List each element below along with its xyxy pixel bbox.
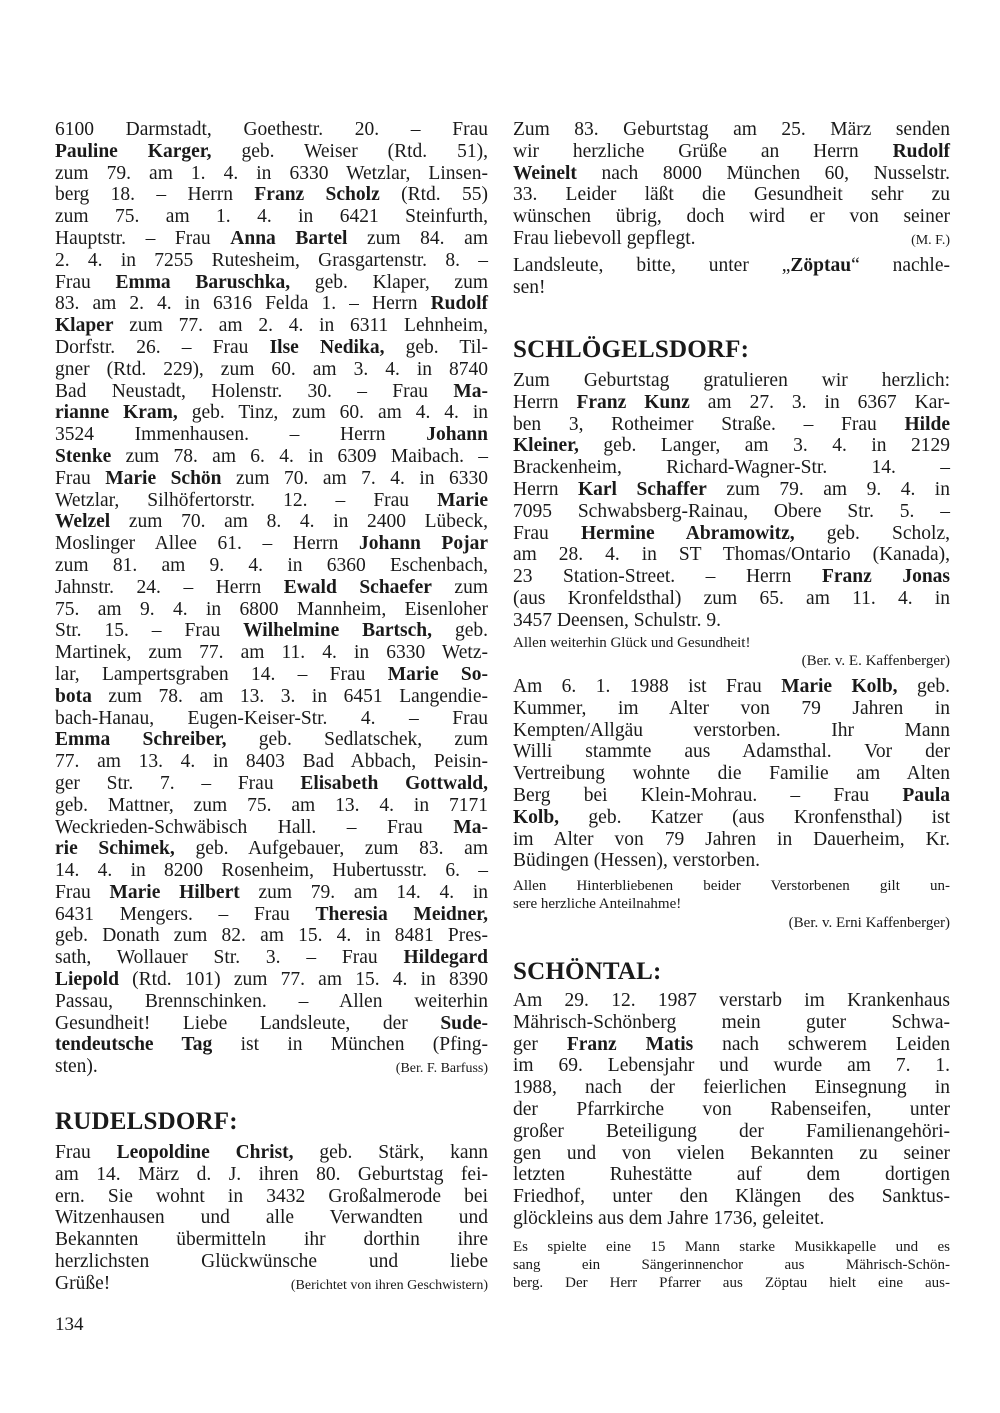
text-line: Witzenhausen und alle Verwandten und <box>55 1207 488 1229</box>
text-line: Friedhof, unter den Klängen des Sanktus- <box>513 1186 950 1208</box>
person-name: Ilse Nedika, <box>269 336 385 358</box>
text-line: geb. Mattner, zum 75. am 13. 4. in 7171 <box>55 794 488 816</box>
text-line: 83. am 2. 4. in 6316 Felda 1. – Herrn Rudolf <box>55 293 488 315</box>
text-line: Kleiner, geb. Langer, am 3. 4. in 2129 <box>513 435 950 457</box>
text-line: Kummer, im Alter von 79 Jahren in <box>513 697 950 719</box>
text-line: 14. 4. in 8200 Rosenheim, Hubertusstr. 6. – <box>55 860 488 882</box>
text-line: Zum 83. Geburtstag am 25. März senden <box>513 119 950 140</box>
text-line: Frau Marie Hilbert zum 79. am 14. 4. in <box>55 881 488 903</box>
text-line: Dorfstr. 26. – Frau Ilse Nedika, geb. Til- <box>55 336 488 358</box>
schloegelsdorf-credit: (Ber. v. E. Kaffenberger) <box>801 653 950 669</box>
text-line: (aus Kronfeldsthal) zum 65. am 11. 4. in <box>513 587 950 609</box>
text-line: am 28. 4. in ST Thomas/Ontario (Kanada), <box>513 544 950 566</box>
person-name: Weinelt <box>513 162 577 184</box>
person-name: Theresia Meidner, <box>315 903 488 925</box>
person-name: Emma Baruschka, <box>115 271 291 293</box>
person-name: Franz Kunz <box>576 391 690 413</box>
text-line <box>513 228 950 250</box>
text-line: im 69. Lebensjahr und wurde am 7. 1. <box>513 1055 950 1077</box>
schloegelsdorf-paragraph <box>513 370 950 632</box>
text-line: 3457 Deensen, Schulstr. 9. <box>513 609 721 631</box>
schoental-closing <box>513 1238 950 1293</box>
author-credit: (Berichtet von ihren Geschwistern) <box>290 1277 488 1293</box>
text-line: 23 Station-Street. – Herrn Franz Jonas <box>513 566 950 588</box>
text-line: 75. am 9. 4. in 6800 Mannheim, Eisenloher <box>55 598 488 620</box>
text-line: Vertreibung wohnte die Familie am Alten <box>513 763 950 785</box>
text-line: Emma Schreiber, geb. Sedlatschek, zum <box>55 729 488 751</box>
person-name: Welzel <box>55 511 111 533</box>
text-line: Frau Hermine Abramowitz, geb. Scholz, <box>513 522 950 544</box>
person-name: Stenke <box>55 445 112 467</box>
text-line: lar, Lampertsgraben 14. – Frau Marie So- <box>55 663 488 685</box>
person-name: Rudolf <box>430 293 488 315</box>
person-name: Franz Scholz <box>254 184 380 206</box>
person-name: Zöptau <box>790 255 852 276</box>
author-credit: (Ber. F. Barfuss) <box>395 1061 488 1077</box>
person-name: Kolb, <box>513 806 560 828</box>
text-line: geb. Donath zum 82. am 15. 4. in 8481 Pres- <box>55 925 488 947</box>
text-line: Bekannten übermitteln ihr dorthin ihre <box>55 1229 488 1251</box>
text-line: Gesundheit! Liebe Landsleute, der Sude- <box>55 1012 488 1034</box>
text-line: Str. 15. – Frau Wilhelmine Bartsch, geb. <box>55 620 488 642</box>
text-line: im Alter von 79 Jahren in Dauerheim, Kr. <box>513 828 950 850</box>
person-name: Johann Pojar <box>359 533 488 555</box>
text-line: berg. Der Herr Pfarrer aus Zöptau hielt eine aus- <box>513 1275 950 1292</box>
person-name: Liepold <box>55 969 119 991</box>
text-line: Welzel zum 70. am 8. 4. in 2400 Lübeck, <box>55 511 488 533</box>
person-name: Karl Schaffer <box>577 478 707 500</box>
line-text: Grüße! <box>55 1272 111 1294</box>
person-name: Hildegard <box>403 947 488 969</box>
person-name: bota <box>55 685 92 707</box>
text-line: rie Schimek, geb. Aufgebauer, zum 83. am <box>55 838 488 860</box>
person-name: Ewald Schaefer <box>283 576 432 598</box>
text-line: sere herzliche Anteilnahme! <box>513 896 682 913</box>
text-line <box>55 1056 488 1078</box>
kolb-closing <box>513 877 950 913</box>
text-line: zum 81. am 9. 4. in 6360 Eschenbach, <box>55 554 488 576</box>
text-line: Büdingen (Hessen), verstorben. <box>513 850 760 872</box>
text-line: wir herzliche Grüße an Herrn Rudolf <box>513 140 950 162</box>
person-name: Marie Schön <box>105 467 222 489</box>
person-name: Wilhelmine Bartsch, <box>243 620 433 642</box>
text-line: berg 18. – Herrn Franz Scholz (Rtd. 55) <box>55 184 489 206</box>
text-line: Passau, Brennschinken. – Allen weiterhin <box>55 990 488 1012</box>
section-heading-schoental: SCHÖNTAL: <box>513 958 662 985</box>
schoental-paragraph <box>513 990 950 1230</box>
text-line: Jahnstr. 24. – Herrn Ewald Schaefer zum <box>55 576 488 598</box>
text-line: sang ein Sängerinnenchor aus Mährisch-Schön- <box>513 1257 950 1274</box>
text-line: Kolb, geb. Katzer (aus Kronfensthal) ist <box>513 806 950 828</box>
text-line: Berg bei Klein-Mohrau. – Frau Paula <box>513 784 950 806</box>
text-line: am 14. März d. J. ihren 80. Geburtstag fei- <box>55 1163 488 1185</box>
person-name: Rudolf <box>892 140 950 162</box>
text-line: ern. Sie wohnt in 3432 Großalmerode bei <box>55 1185 488 1207</box>
text-line: Hauptstr. – Frau Anna Bartel zum 84. am <box>55 227 488 249</box>
text-line: Willi stammte aus Adamsthal. Vor der <box>513 741 950 763</box>
text-line: Bad Neustadt, Holenstr. 30. – Frau Ma- <box>55 380 488 402</box>
zoeptau-hint-paragraph <box>513 255 950 299</box>
person-name: Anna Bartel <box>230 227 348 249</box>
text-line: Es spielte eine 15 Mann starke Musikkapelle und es <box>513 1239 950 1255</box>
text-line: Frau Marie Schön zum 70. am 7. 4. in 6330 <box>55 467 488 489</box>
text-line: bota zum 78. am 13. 3. in 6451 Langendie- <box>55 685 488 707</box>
text-line: 33. Leider läßt die Gesundheit sehr zu <box>513 184 950 206</box>
text-line: letzten Ruhestätte auf dem dortigen <box>513 1164 950 1186</box>
person-name: Klaper <box>55 315 114 337</box>
page-number: 134 <box>55 1314 84 1335</box>
text-line: Allen Hinterbliebenen beider Verstorbenen gilt un- <box>513 878 950 894</box>
person-name: Marie Kolb, <box>781 676 898 697</box>
text-line: 7095 Schwabsberg-Rainau, Obere Str. 5. – <box>513 500 950 522</box>
text-line: zum 79. am 1. 4. in 6330 Wetzlar, Linsen- <box>55 162 488 184</box>
text-line: wünschen übrig, doch wird er von seiner <box>513 206 950 228</box>
text-line: ger Franz Matis nach schwerem Leiden <box>513 1033 950 1055</box>
schloegelsdorf-closing <box>513 634 950 652</box>
person-name: Johann <box>426 424 488 446</box>
person-name: Sude- <box>440 1012 488 1034</box>
person-name: Hilde <box>904 413 950 435</box>
text-line: ben 3, Rotheimer Straße. – Frau Hilde <box>513 413 950 435</box>
person-name: Kleiner, <box>513 435 579 457</box>
text-line: 6431 Mengers. – Frau Theresia Meidner, <box>55 903 488 925</box>
text-line: rianne Kram, geb. Tinz, zum 60. am 4. 4. in <box>55 402 489 424</box>
line-text: sten). <box>55 1056 98 1078</box>
text-line: Am 29. 12. 1987 verstarb im Krankenhaus <box>513 990 950 1011</box>
person-name: rie Schimek, <box>55 838 175 860</box>
person-name: Hermine Abramowitz, <box>580 522 795 544</box>
text-line: ger Str. 7. – Frau Elisabeth Gottwald, <box>55 772 488 794</box>
text-line: Mährisch-Schönberg mein guter Schwa- <box>513 1011 950 1033</box>
line-text: Frau liebevoll gepflegt. <box>513 227 696 249</box>
text-line: Frau Emma Baruschka, geb. Klaper, zum <box>55 271 488 293</box>
person-name: rianne Kram, <box>55 402 178 424</box>
text-line: herzlichsten Glückwünsche und liebe <box>55 1250 488 1272</box>
text-line: Herrn Franz Kunz am 27. 3. in 6367 Kar- <box>513 391 950 413</box>
person-name: Paula <box>902 784 950 806</box>
text-line: sath, Wollauer Str. 3. – Frau Hildegard <box>55 947 488 969</box>
text-line: 6100 Darmstadt, Goethestr. 20. – Frau <box>55 119 488 140</box>
text-line: 77. am 13. 4. in 8403 Bad Abbach, Peisin- <box>55 751 488 773</box>
person-name: Franz Matis <box>566 1033 694 1055</box>
text-line: bach-Hanau, Eugen-Keiser-Str. 4. – Frau <box>55 707 488 729</box>
text-line: Landsleute, bitte, unter „Zöptau“ nachle- <box>513 255 950 276</box>
rudelsdorf-paragraph <box>55 1142 488 1295</box>
person-name: Emma Schreiber, <box>55 729 227 751</box>
text-line: Brackenheim, Richard-Wagner-Str. 14. – <box>513 457 950 479</box>
text-line: 3524 Immenhausen. – Herrn Johann <box>55 424 488 446</box>
text-line: Allen weiterhin Glück und Gesundheit! <box>513 635 751 651</box>
text-line: 2. 4. in 7255 Rutesheim, Grasgartenstr. 8. – <box>55 249 488 271</box>
text-line: Kempten/Allgäu verstorben. Ihr Mann <box>513 719 950 741</box>
person-name: Franz Jonas <box>821 566 950 588</box>
text-line: der Pfarrkirche von Rabenseifen, unter <box>513 1098 950 1120</box>
text-line: großer Beteiligung der Familienangehöri- <box>513 1120 950 1142</box>
text-line: Liepold (Rtd. 101) zum 77. am 15. 4. in 8390 <box>55 969 488 991</box>
text-line: Frau Leopoldine Christ, geb. Stärk, kann <box>55 1142 488 1163</box>
text-line: Pauline Karger, geb. Weiser (Rtd. 51), <box>55 140 488 162</box>
text-line: glöckleins aus dem Jahre 1736, geleitet. <box>513 1207 825 1229</box>
person-name: tendeutsche Tag <box>55 1034 213 1056</box>
text-line: Herrn Karl Schaffer zum 79. am 9. 4. in <box>513 478 950 500</box>
person-name: Pauline Karger, <box>55 140 212 162</box>
text-line: Am 6. 1. 1988 ist Frau Marie Kolb, geb. <box>513 676 950 697</box>
weinelt-paragraph <box>513 119 950 250</box>
person-name: Marie <box>437 489 488 511</box>
section-heading-schloegelsdorf: SCHLÖGELSDORF: <box>513 336 750 363</box>
text-line: Klaper zum 77. am 2. 4. in 6311 Lehnheim, <box>55 315 488 337</box>
kolb-credit: (Ber. v. Erni Kaffenberger) <box>788 915 950 931</box>
text-line: Martinek, zum 77. am 11. 4. in 6330 Wetz- <box>55 642 488 664</box>
text-line: zum 75. am 1. 4. in 6421 Steinfurth, <box>55 206 488 228</box>
author-credit: (M. F.) <box>911 232 950 248</box>
text-line: tendeutsche Tag ist in München (Pfing- <box>55 1034 488 1056</box>
kolb-obituary-paragraph <box>513 676 950 872</box>
person-name: Elisabeth Gottwald, <box>300 772 488 794</box>
person-name: Ma- <box>453 816 488 838</box>
text-line: gen und von vielen Bekannten zu seiner <box>513 1142 950 1164</box>
birthday-list-paragraph <box>55 119 488 1078</box>
text-line <box>55 1273 488 1295</box>
text-line: Zum Geburtstag gratulieren wir herzlich: <box>513 370 950 391</box>
text-line: 1988, nach der feierlichen Einsegnung in <box>513 1077 950 1099</box>
section-heading-rudelsdorf: RUDELSDORF: <box>55 1108 238 1135</box>
person-name: Marie So- <box>387 663 488 685</box>
text-line: Weckrieden-Schwäbisch Hall. – Frau Ma- <box>55 816 488 838</box>
text-line: gner (Rtd. 229), zum 60. am 3. 4. in 8740 <box>55 358 488 380</box>
person-name: Marie Hilbert <box>109 881 240 903</box>
text-line: Weinelt nach 8000 München 60, Nusselstr. <box>513 162 950 184</box>
text-line: Moslinger Allee 61. – Herrn Johann Pojar <box>55 533 488 555</box>
text-line: Stenke zum 78. am 6. 4. in 6309 Maibach. – <box>55 445 488 467</box>
person-name: Leopoldine Christ, <box>116 1142 294 1163</box>
person-name: Ma- <box>453 380 488 402</box>
text-line: Wetzlar, Silhöfertorstr. 12. – Frau Marie <box>55 489 488 511</box>
text-line: sen! <box>513 276 546 298</box>
